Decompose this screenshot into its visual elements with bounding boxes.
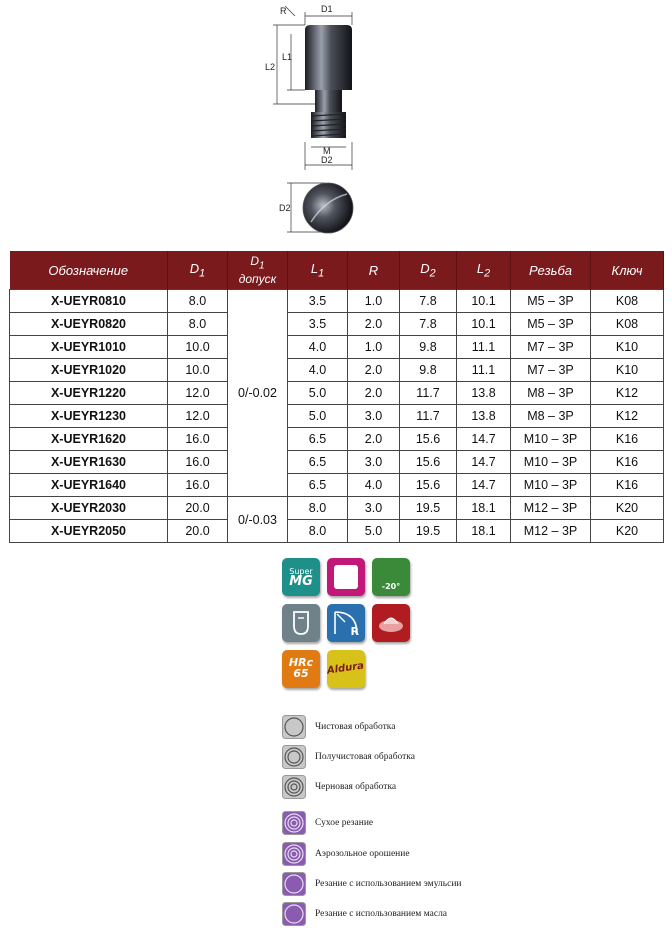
cell-r: 1.0 (348, 336, 400, 359)
cell-d2: 19.5 (400, 497, 457, 520)
legend-label: Черновая обработка (315, 782, 397, 792)
roughing-icon (282, 775, 306, 799)
table-row (10, 382, 664, 405)
legend-label: Сухое резание (315, 818, 374, 828)
cell-l1: 6.5 (288, 428, 348, 451)
cell-tolerance: 0/-0.02 (228, 290, 288, 497)
cell-l1: 5.0 (288, 382, 348, 405)
cell-l1: 4.0 (288, 336, 348, 359)
cell-d2: 7.8 (400, 290, 457, 313)
emulsion-icon (282, 872, 306, 896)
cell-l1: 6.5 (288, 451, 348, 474)
cell-thread: M8 – 3P (511, 382, 591, 405)
cell-key: K12 (591, 382, 664, 405)
cell-d2: 15.6 (400, 474, 457, 497)
cell-r: 4.0 (348, 474, 400, 497)
d2-side-dim-label: D2 (279, 203, 291, 213)
cell-key: K20 (591, 497, 664, 520)
cell-l1: 3.5 (288, 313, 348, 336)
col-l2-header: $L_2$ (457, 251, 511, 290)
l1-dim-label: L1 (282, 52, 293, 62)
cell-thread: M7 – 3P (511, 336, 591, 359)
table-row (10, 359, 664, 382)
cell-d1: 8.0 (168, 313, 228, 336)
cell-r: 5.0 (348, 520, 400, 543)
cell-code: X-UEYR0820 (10, 313, 168, 336)
radius-badge: R (327, 604, 365, 642)
cell-thread: M10 – 3P (511, 428, 591, 451)
cell-l2: 11.1 (457, 359, 511, 382)
cell-r: 2.0 (348, 382, 400, 405)
cell-tolerance: 0/-0.03 (228, 497, 288, 543)
cell-l1: 6.5 (288, 474, 348, 497)
cell-d2: 19.5 (400, 520, 457, 543)
tool-drawing (255, 0, 385, 245)
legend-item (282, 715, 542, 741)
cell-code: X-UEYR2030 (10, 497, 168, 520)
cell-d1: 16.0 (168, 474, 228, 497)
cell-key: K16 (591, 428, 664, 451)
cell-l1: 5.0 (288, 405, 348, 428)
cell-key: K10 (591, 359, 664, 382)
cell-d1: 10.0 (168, 336, 228, 359)
cell-l1: 8.0 (288, 497, 348, 520)
col-d2-header: $D_2$ (400, 251, 457, 290)
legend-item (282, 842, 542, 868)
cell-l1: 8.0 (288, 520, 348, 543)
cell-d1: 8.0 (168, 290, 228, 313)
cell-l2: 18.1 (457, 520, 511, 543)
legend-item (282, 745, 542, 771)
cell-d1: 20.0 (168, 497, 228, 520)
cell-r: 2.0 (348, 359, 400, 382)
cell-thread: M5 – 3P (511, 313, 591, 336)
cell-key: K16 (591, 451, 664, 474)
hrc65-badge: HRc 65 (282, 650, 320, 688)
cell-key: K08 (591, 290, 664, 313)
col-tolerance-header: $D_1$ допуск (228, 251, 288, 290)
table-header-row (10, 251, 664, 290)
legend-label: Чистовая обработка (315, 722, 396, 732)
cell-code: X-UEYR2050 (10, 520, 168, 543)
table-row (10, 451, 664, 474)
cell-thread: M10 – 3P (511, 451, 591, 474)
tool-neck (315, 90, 342, 112)
cell-d2: 9.8 (400, 336, 457, 359)
table-row (10, 290, 664, 313)
cell-d2: 11.7 (400, 405, 457, 428)
oil-icon (282, 902, 306, 926)
super-mg-badge: Super MG (282, 558, 320, 596)
col-code-header: Обозначение (10, 251, 168, 290)
legend-label: Аэрозольное орошение (315, 849, 410, 859)
cell-r: 3.0 (348, 451, 400, 474)
legend-item (282, 811, 542, 837)
cell-l1: 4.0 (288, 359, 348, 382)
cell-r: 1.0 (348, 290, 400, 313)
cell-d2: 11.7 (400, 382, 457, 405)
cell-key: K20 (591, 520, 664, 543)
d2-bottom-dim-label: D2 (321, 155, 333, 165)
aerosol-icon (282, 842, 306, 866)
table-row (10, 313, 664, 336)
cell-code: X-UEYR1220 (10, 382, 168, 405)
finishing-icon (282, 715, 306, 739)
cell-r: 3.0 (348, 405, 400, 428)
cell-d1: 16.0 (168, 451, 228, 474)
cell-l2: 13.8 (457, 405, 511, 428)
cell-l2: 10.1 (457, 290, 511, 313)
cell-key: K16 (591, 474, 664, 497)
cell-d2: 9.8 (400, 359, 457, 382)
legend-item (282, 775, 542, 801)
cell-code: X-UEYR0810 (10, 290, 168, 313)
m-dim-label: M (323, 146, 331, 156)
cell-code: X-UEYR1630 (10, 451, 168, 474)
cell-l1: 3.5 (288, 290, 348, 313)
cell-code: X-UEYR1230 (10, 405, 168, 428)
legend-label: Получистовая обработка (315, 752, 416, 762)
table-row (10, 520, 664, 543)
angle-badge: -20° (372, 558, 410, 596)
cell-d1: 12.0 (168, 405, 228, 428)
cell-l2: 14.7 (457, 428, 511, 451)
table-row (10, 474, 664, 497)
legend-item (282, 902, 542, 928)
cell-l2: 11.1 (457, 336, 511, 359)
cell-l2: 14.7 (457, 474, 511, 497)
col-thread-header: Резьба (511, 251, 591, 290)
cell-l2: 13.8 (457, 382, 511, 405)
cell-code: X-UEYR1620 (10, 428, 168, 451)
dry-cutting-icon (282, 811, 306, 835)
cell-d1: 10.0 (168, 359, 228, 382)
cell-code: X-UEYR1020 (10, 359, 168, 382)
cell-key: K12 (591, 405, 664, 428)
cell-thread: M12 – 3P (511, 520, 591, 543)
cell-l2: 10.1 (457, 313, 511, 336)
cell-d2: 7.8 (400, 313, 457, 336)
cell-d1: 12.0 (168, 382, 228, 405)
cell-r: 3.0 (348, 497, 400, 520)
cell-d1: 20.0 (168, 520, 228, 543)
semi-finishing-icon (282, 745, 306, 769)
cell-thread: M8 – 3P (511, 405, 591, 428)
cell-key: K08 (591, 313, 664, 336)
cell-d2: 15.6 (400, 451, 457, 474)
cell-l2: 14.7 (457, 451, 511, 474)
table-row (10, 336, 664, 359)
table-row (10, 497, 664, 520)
coolant-icon (372, 604, 410, 642)
tool-head (305, 25, 352, 90)
cell-l2: 18.1 (457, 497, 511, 520)
r-dim-label: R (280, 6, 287, 16)
legend-label: Резание с использованием эмульсии (315, 879, 462, 889)
cell-r: 2.0 (348, 313, 400, 336)
cell-d2: 15.6 (400, 428, 457, 451)
micron-badge: 0.2 μm (327, 558, 365, 596)
table-row (10, 405, 664, 428)
legend-label: Резание с использованием масла (315, 909, 448, 919)
col-r-header: R (348, 251, 400, 290)
cell-thread: M12 – 3P (511, 497, 591, 520)
d1-dim-label: D1 (321, 4, 333, 14)
feature-badges (282, 558, 422, 698)
cell-code: X-UEYR1010 (10, 336, 168, 359)
cell-key: K10 (591, 336, 664, 359)
col-l1-header: $L_1$ (288, 251, 348, 290)
spec-table (9, 251, 664, 543)
table-row (10, 428, 664, 451)
cell-r: 2.0 (348, 428, 400, 451)
legend-item (282, 872, 542, 898)
cell-thread: M10 – 3P (511, 474, 591, 497)
cell-thread: M5 – 3P (511, 290, 591, 313)
cell-code: X-UEYR1640 (10, 474, 168, 497)
aldura-badge: Aldura (327, 650, 365, 688)
cell-thread: M7 – 3P (511, 359, 591, 382)
cell-d1: 16.0 (168, 428, 228, 451)
shank-icon (282, 604, 320, 642)
l2-dim-label: L2 (265, 62, 276, 72)
col-d1-header: $D_1$ (168, 251, 228, 290)
tool-end-view (303, 183, 353, 233)
col-key-header: Ключ (591, 251, 664, 290)
